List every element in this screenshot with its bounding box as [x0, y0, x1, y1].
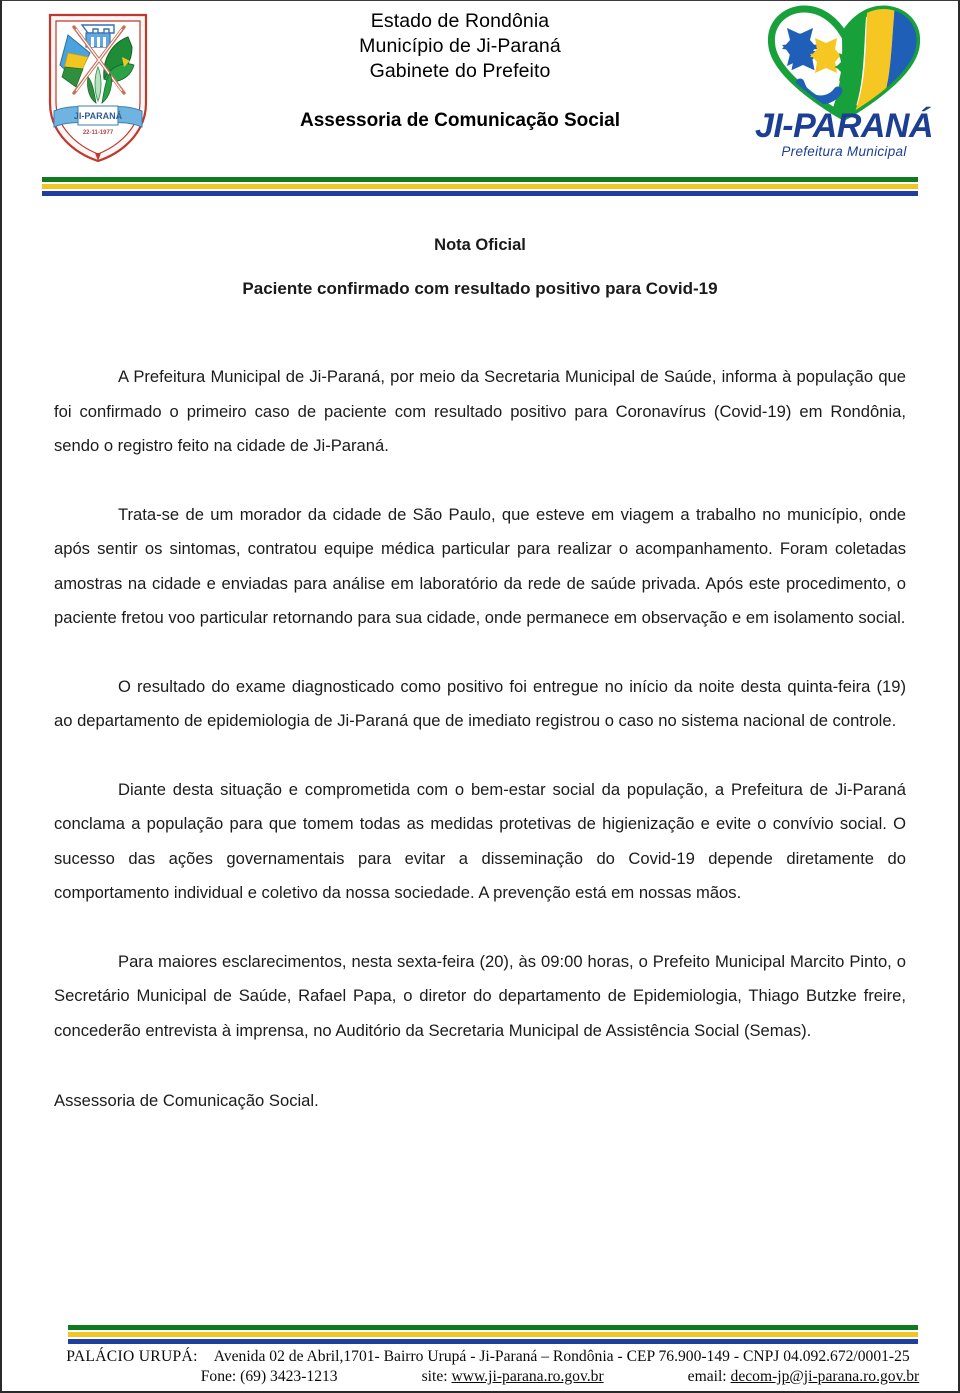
document-footer [2, 1325, 958, 1391]
paragraph-1: A Prefeitura Municipal de Ji-Paraná, por meio da Secretaria Municipal de Saúde, informa à população que foi confirmado o primeiro caso de paciente com resultado positivo para Coronavírus (Covid-19) em Rondônia, sendo o registro feito na cidade de Ji-Paraná. [54, 367, 906, 455]
paragraph-2: Trata-se de um morador da cidade de São Paulo, que esteve em viagem a trabalho no município, onde após sentir os sintomas, contratou equipe médica particular para realizar o acompanhamento. Foram coletadas amostras na cidade e enviadas para análise em laboratório da rede de saúde privada. Após este procedimento, o paciente fretou voo particular retornando para sua cidade, onde permanece em observação e em isolamento social. [54, 504, 906, 627]
header-line-state: Estado de Rondônia [370, 10, 550, 32]
page-subtitle: Paciente confirmado com resultado positivo para Covid-19 [242, 279, 718, 298]
document-header [2, 1, 958, 177]
footer-stripe-blue [68, 1339, 918, 1344]
coat-of-arms-icon [38, 7, 158, 165]
logo-wordmark: JI-PARANÁ [754, 107, 934, 145]
page-title: Nota Oficial [434, 236, 526, 254]
crest-banner-text: JI-PARANÁ [73, 111, 123, 121]
footer-address: Avenida 02 de Abril,1701- Bairro Urupá - Ji-Paraná – Rondônia - CEP 76.900-149 - CNPJ 04.092.672/0001-25 [213, 1348, 910, 1365]
header-divider-stripes [42, 177, 918, 196]
logo-tagline: Prefeitura Municipal [781, 144, 907, 159]
header-title-block [192, 9, 728, 132]
header-subtitle-communication: Assessoria de Comunicação Social [300, 110, 620, 131]
body-text [42, 360, 918, 1118]
paragraph-3: O resultado do exame diagnosticado como positivo foi entregue no início da noite desta quinta-feira (19) ao departamento de epidemiologia de Ji-Paraná que de imediato registrou o caso no sistema nacional de controle. [54, 676, 906, 730]
footer-email-link[interactable]: decom-jp@ji-parana.ro.gov.br [730, 1368, 920, 1385]
footer-email-label: email: [687, 1368, 727, 1385]
footer-site-label: site: [421, 1368, 448, 1385]
title-block [42, 234, 918, 300]
footer-divider-stripes [68, 1325, 918, 1344]
document-content [2, 234, 958, 1118]
paragraph-4: Diante desta situação e comprometida com o bem-estar social da população, a Prefeitura de Ji-Paraná conclama a população para que tomem todas as medidas protetivas de higienização e evite o convívio social. O sucesso das ações governamentais para evitar a disseminação do Covid-19 depende diretamente do comportamento individual e coletivo da nossa sociedade. A prevenção está em nossas mãos. [54, 779, 906, 902]
footer-phone: Fone: (69) 3423-1213 [200, 1368, 338, 1385]
footer-palace-label: PALÁCIO URUPÁ: [66, 1348, 198, 1365]
footer-site-link[interactable]: www.ji-parana.ro.gov.br [451, 1368, 604, 1385]
header-line-office: Gabinete do Prefeito [369, 60, 551, 82]
stripe-blue [42, 191, 918, 196]
crest-banner-date: 22-11-1977 [82, 130, 114, 136]
header-line-municipality: Município de Ji-Paraná [359, 35, 561, 57]
paragraph-5: Para maiores esclarecimentos, nesta sexta-feira (20), às 09:00 horas, o Prefeito Municipal Marcito Pinto, o Secretário Municipal de Saúde, Rafael Papa, o diretor do departamento de Epidemiologia, Thiago Butzke freire, concederão entrevista à imprensa, no Auditório da Secretaria Municipal de Assistência Social (Semas). [54, 951, 906, 1040]
footer-text-block [2, 1347, 958, 1391]
signoff-text: Assessoria de Comunicação Social. [54, 1091, 319, 1110]
